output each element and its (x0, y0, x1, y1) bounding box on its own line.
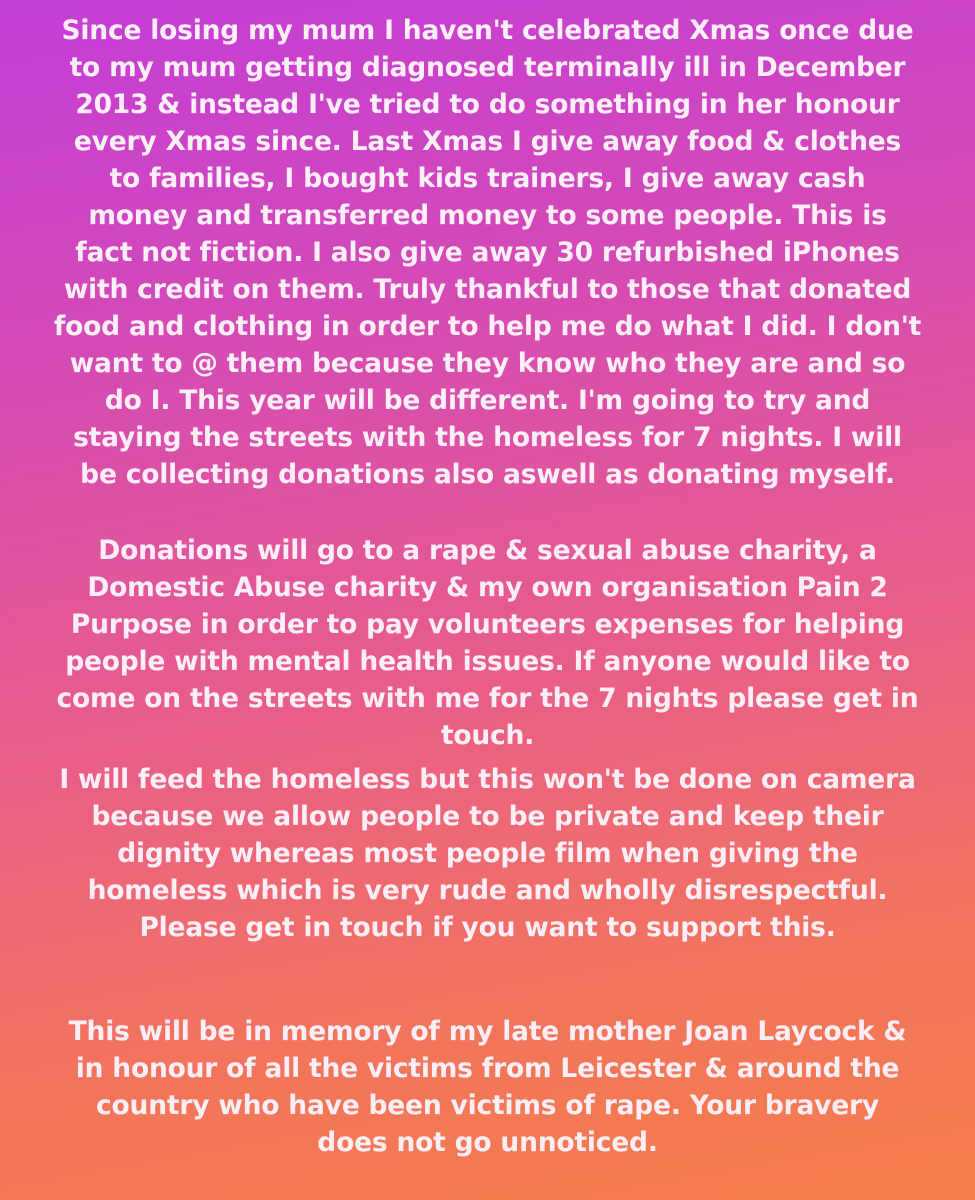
story-line: touch. (440, 720, 535, 751)
story-line: with credit on them. Truly thankful to those that donated (63, 274, 912, 305)
story-line: be collecting donations also aswell as donating myself. (80, 459, 895, 490)
story-line: come on the streets with me for the 7 nights please get in (56, 683, 919, 714)
story-line: Please get in touch if you want to support this. (139, 912, 836, 943)
story-line: in honour of all the victims from Leicester & around the (75, 1053, 900, 1084)
story-line: Since losing my mum I haven't celebrated Xmas once due (61, 15, 914, 46)
story-line: want to @ them because they know who they are and so (69, 348, 906, 379)
story-line: people with mental health issues. If anyone would like to (65, 646, 910, 677)
story-line: does not go unnoticed. (317, 1127, 658, 1158)
story-line: country who have been victims of rape. Your bravery (96, 1090, 879, 1121)
story-line: do I. This year will be different. I'm going to try and (104, 385, 871, 416)
story-line: fact not fiction. I also give away 30 refurbished iPhones (75, 237, 900, 268)
story-line: dignity whereas most people film when giving the (117, 838, 858, 869)
story-line: I will feed the homeless but this won't be done on camera (59, 764, 916, 795)
story-line: This will be in memory of my late mother Joan Laycock & (68, 1016, 907, 1047)
story-line: to families, I bought kids trainers, I give away cash (109, 163, 866, 194)
story-line: homeless which is very rude and wholly disrespectful. (87, 875, 888, 906)
story-line: money and transferred money to some people. This is (88, 200, 887, 231)
story-line: Purpose in order to pay volunteers expenses for helping (70, 609, 905, 640)
story-line: to my mum getting diagnosed terminally ill in December (69, 52, 906, 83)
story-line: food and clothing in order to help me do what I did. I don't (53, 311, 922, 342)
story-line: 2013 & instead I've tried to do something in her honour (75, 89, 900, 120)
story-line: every Xmas since. Last Xmas I give away food & clothes (73, 126, 902, 157)
story-line: staying the streets with the homeless for 7 nights. I will (73, 422, 902, 453)
story-line: because we allow people to be private and keep their (91, 801, 884, 832)
story-line: Domestic Abuse charity & my own organisation Pain 2 (87, 572, 888, 603)
story-line: Donations will go to a rape & sexual abuse charity, a (98, 535, 877, 566)
